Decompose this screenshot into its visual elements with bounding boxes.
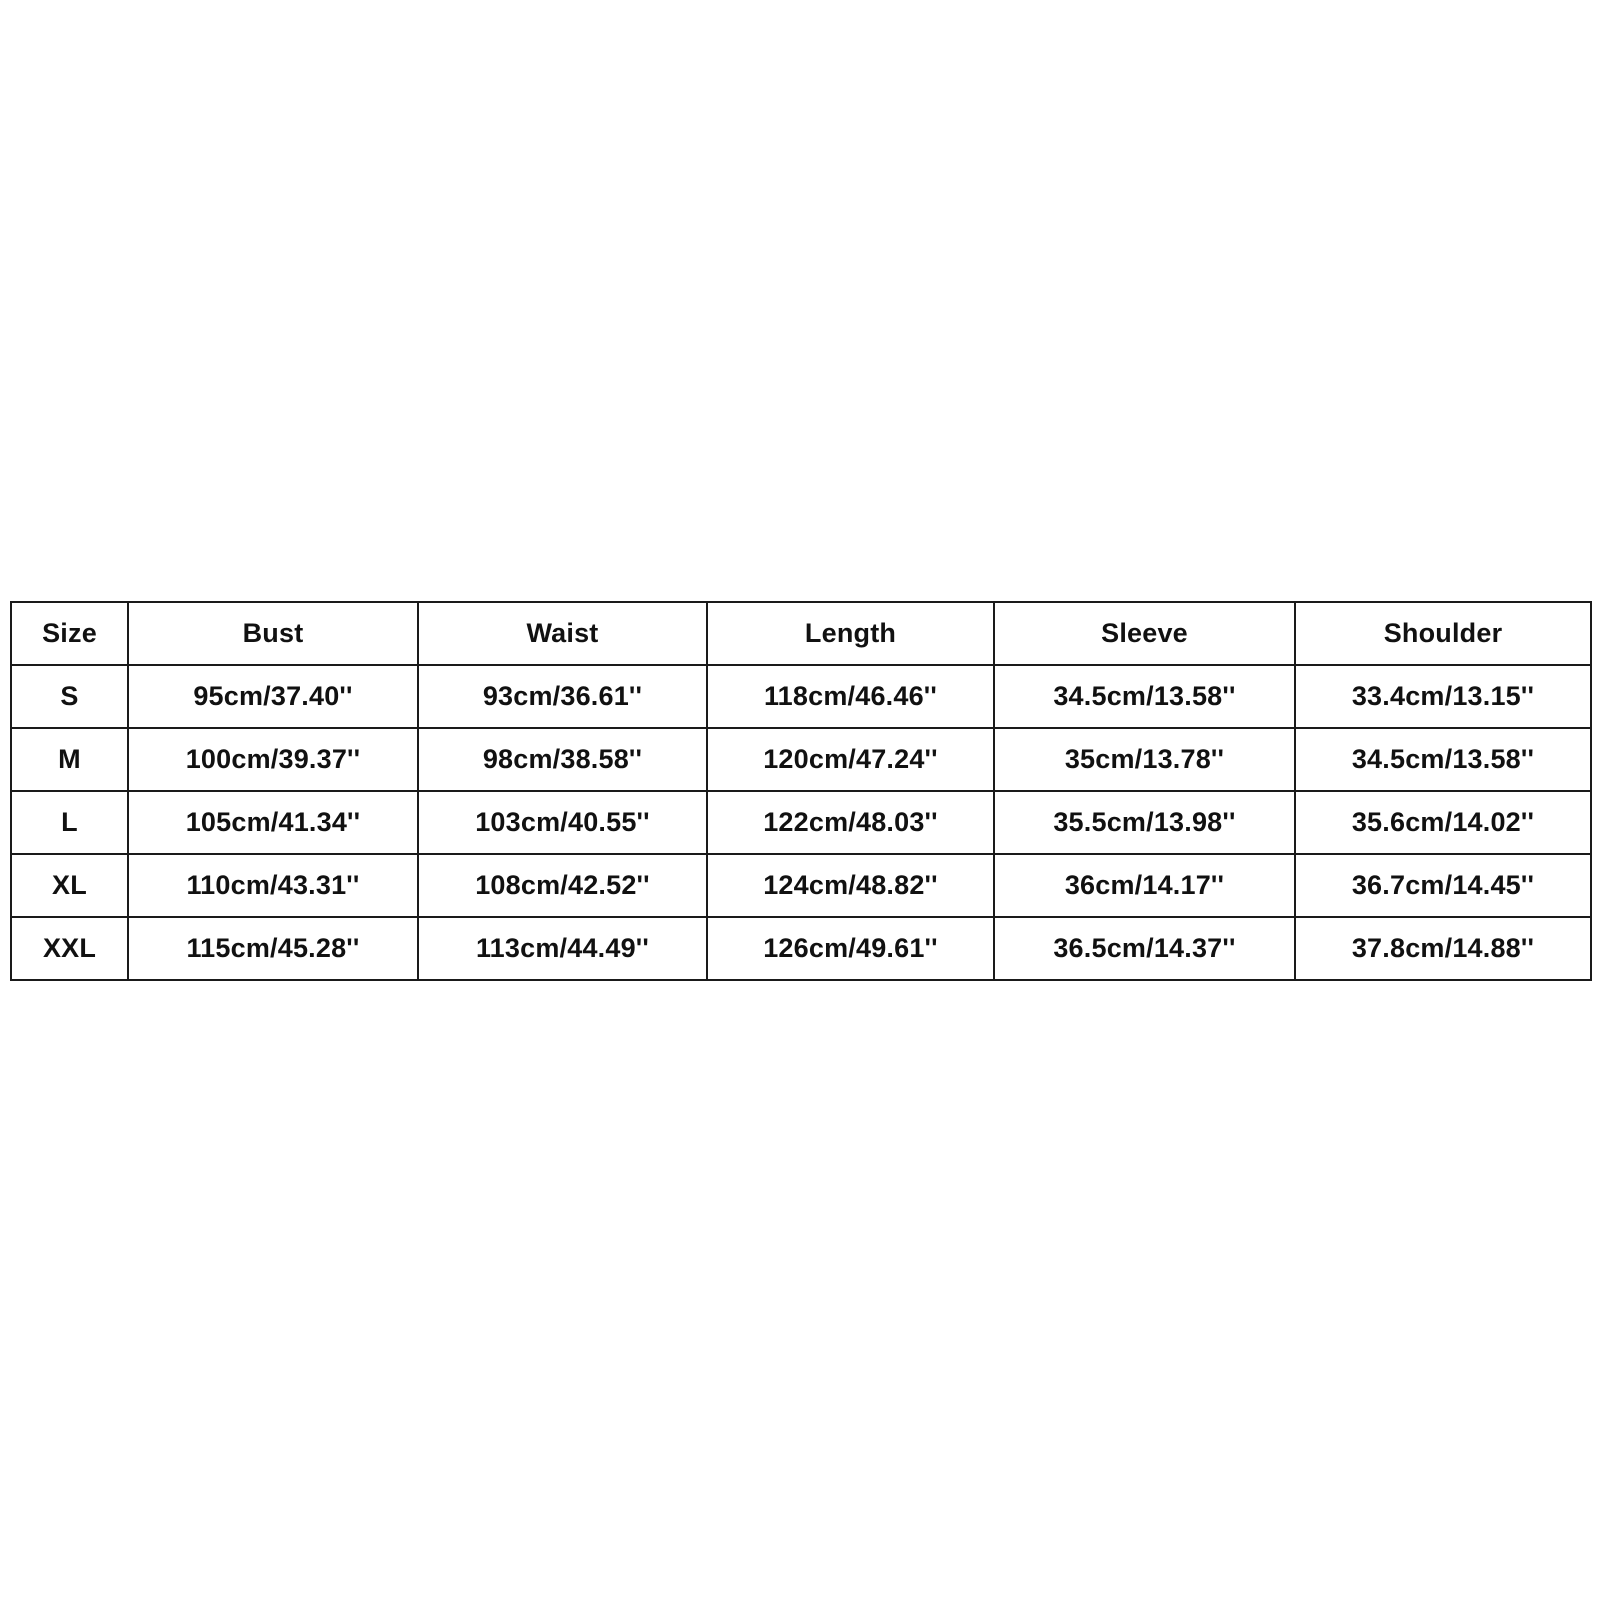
shoulder-cell: 35.6cm/14.02'' [1295, 791, 1591, 854]
bust-cell: 95cm/37.40'' [128, 665, 418, 728]
header-sleeve: Sleeve [994, 602, 1295, 665]
size-cell: XXL [11, 917, 128, 980]
bust-cell: 115cm/45.28'' [128, 917, 418, 980]
sleeve-cell: 36.5cm/14.37'' [994, 917, 1295, 980]
length-cell: 118cm/46.46'' [707, 665, 994, 728]
waist-cell: 113cm/44.49'' [418, 917, 707, 980]
shoulder-cell: 34.5cm/13.58'' [1295, 728, 1591, 791]
sleeve-cell: 35.5cm/13.98'' [994, 791, 1295, 854]
waist-cell: 98cm/38.58'' [418, 728, 707, 791]
table-row [11, 728, 1591, 791]
header-waist: Waist [418, 602, 707, 665]
header-shoulder: Shoulder [1295, 602, 1591, 665]
shoulder-cell: 37.8cm/14.88'' [1295, 917, 1591, 980]
header-bust: Bust [128, 602, 418, 665]
table-row [11, 854, 1591, 917]
header-row [11, 602, 1591, 665]
table-row [11, 791, 1591, 854]
sleeve-cell: 36cm/14.17'' [994, 854, 1295, 917]
sleeve-cell: 34.5cm/13.58'' [994, 665, 1295, 728]
size-cell: L [11, 791, 128, 854]
table-row [11, 665, 1591, 728]
length-cell: 122cm/48.03'' [707, 791, 994, 854]
waist-cell: 108cm/42.52'' [418, 854, 707, 917]
header-size: Size [11, 602, 128, 665]
size-cell: S [11, 665, 128, 728]
length-cell: 120cm/47.24'' [707, 728, 994, 791]
waist-cell: 93cm/36.61'' [418, 665, 707, 728]
header-length: Length [707, 602, 994, 665]
shoulder-cell: 36.7cm/14.45'' [1295, 854, 1591, 917]
bust-cell: 110cm/43.31'' [128, 854, 418, 917]
shoulder-cell: 33.4cm/13.15'' [1295, 665, 1591, 728]
waist-cell: 103cm/40.55'' [418, 791, 707, 854]
size-cell: M [11, 728, 128, 791]
table-row [11, 917, 1591, 980]
bust-cell: 100cm/39.37'' [128, 728, 418, 791]
size-chart-table [10, 601, 1592, 981]
sleeve-cell: 35cm/13.78'' [994, 728, 1295, 791]
length-cell: 124cm/48.82'' [707, 854, 994, 917]
bust-cell: 105cm/41.34'' [128, 791, 418, 854]
size-cell: XL [11, 854, 128, 917]
length-cell: 126cm/49.61'' [707, 917, 994, 980]
